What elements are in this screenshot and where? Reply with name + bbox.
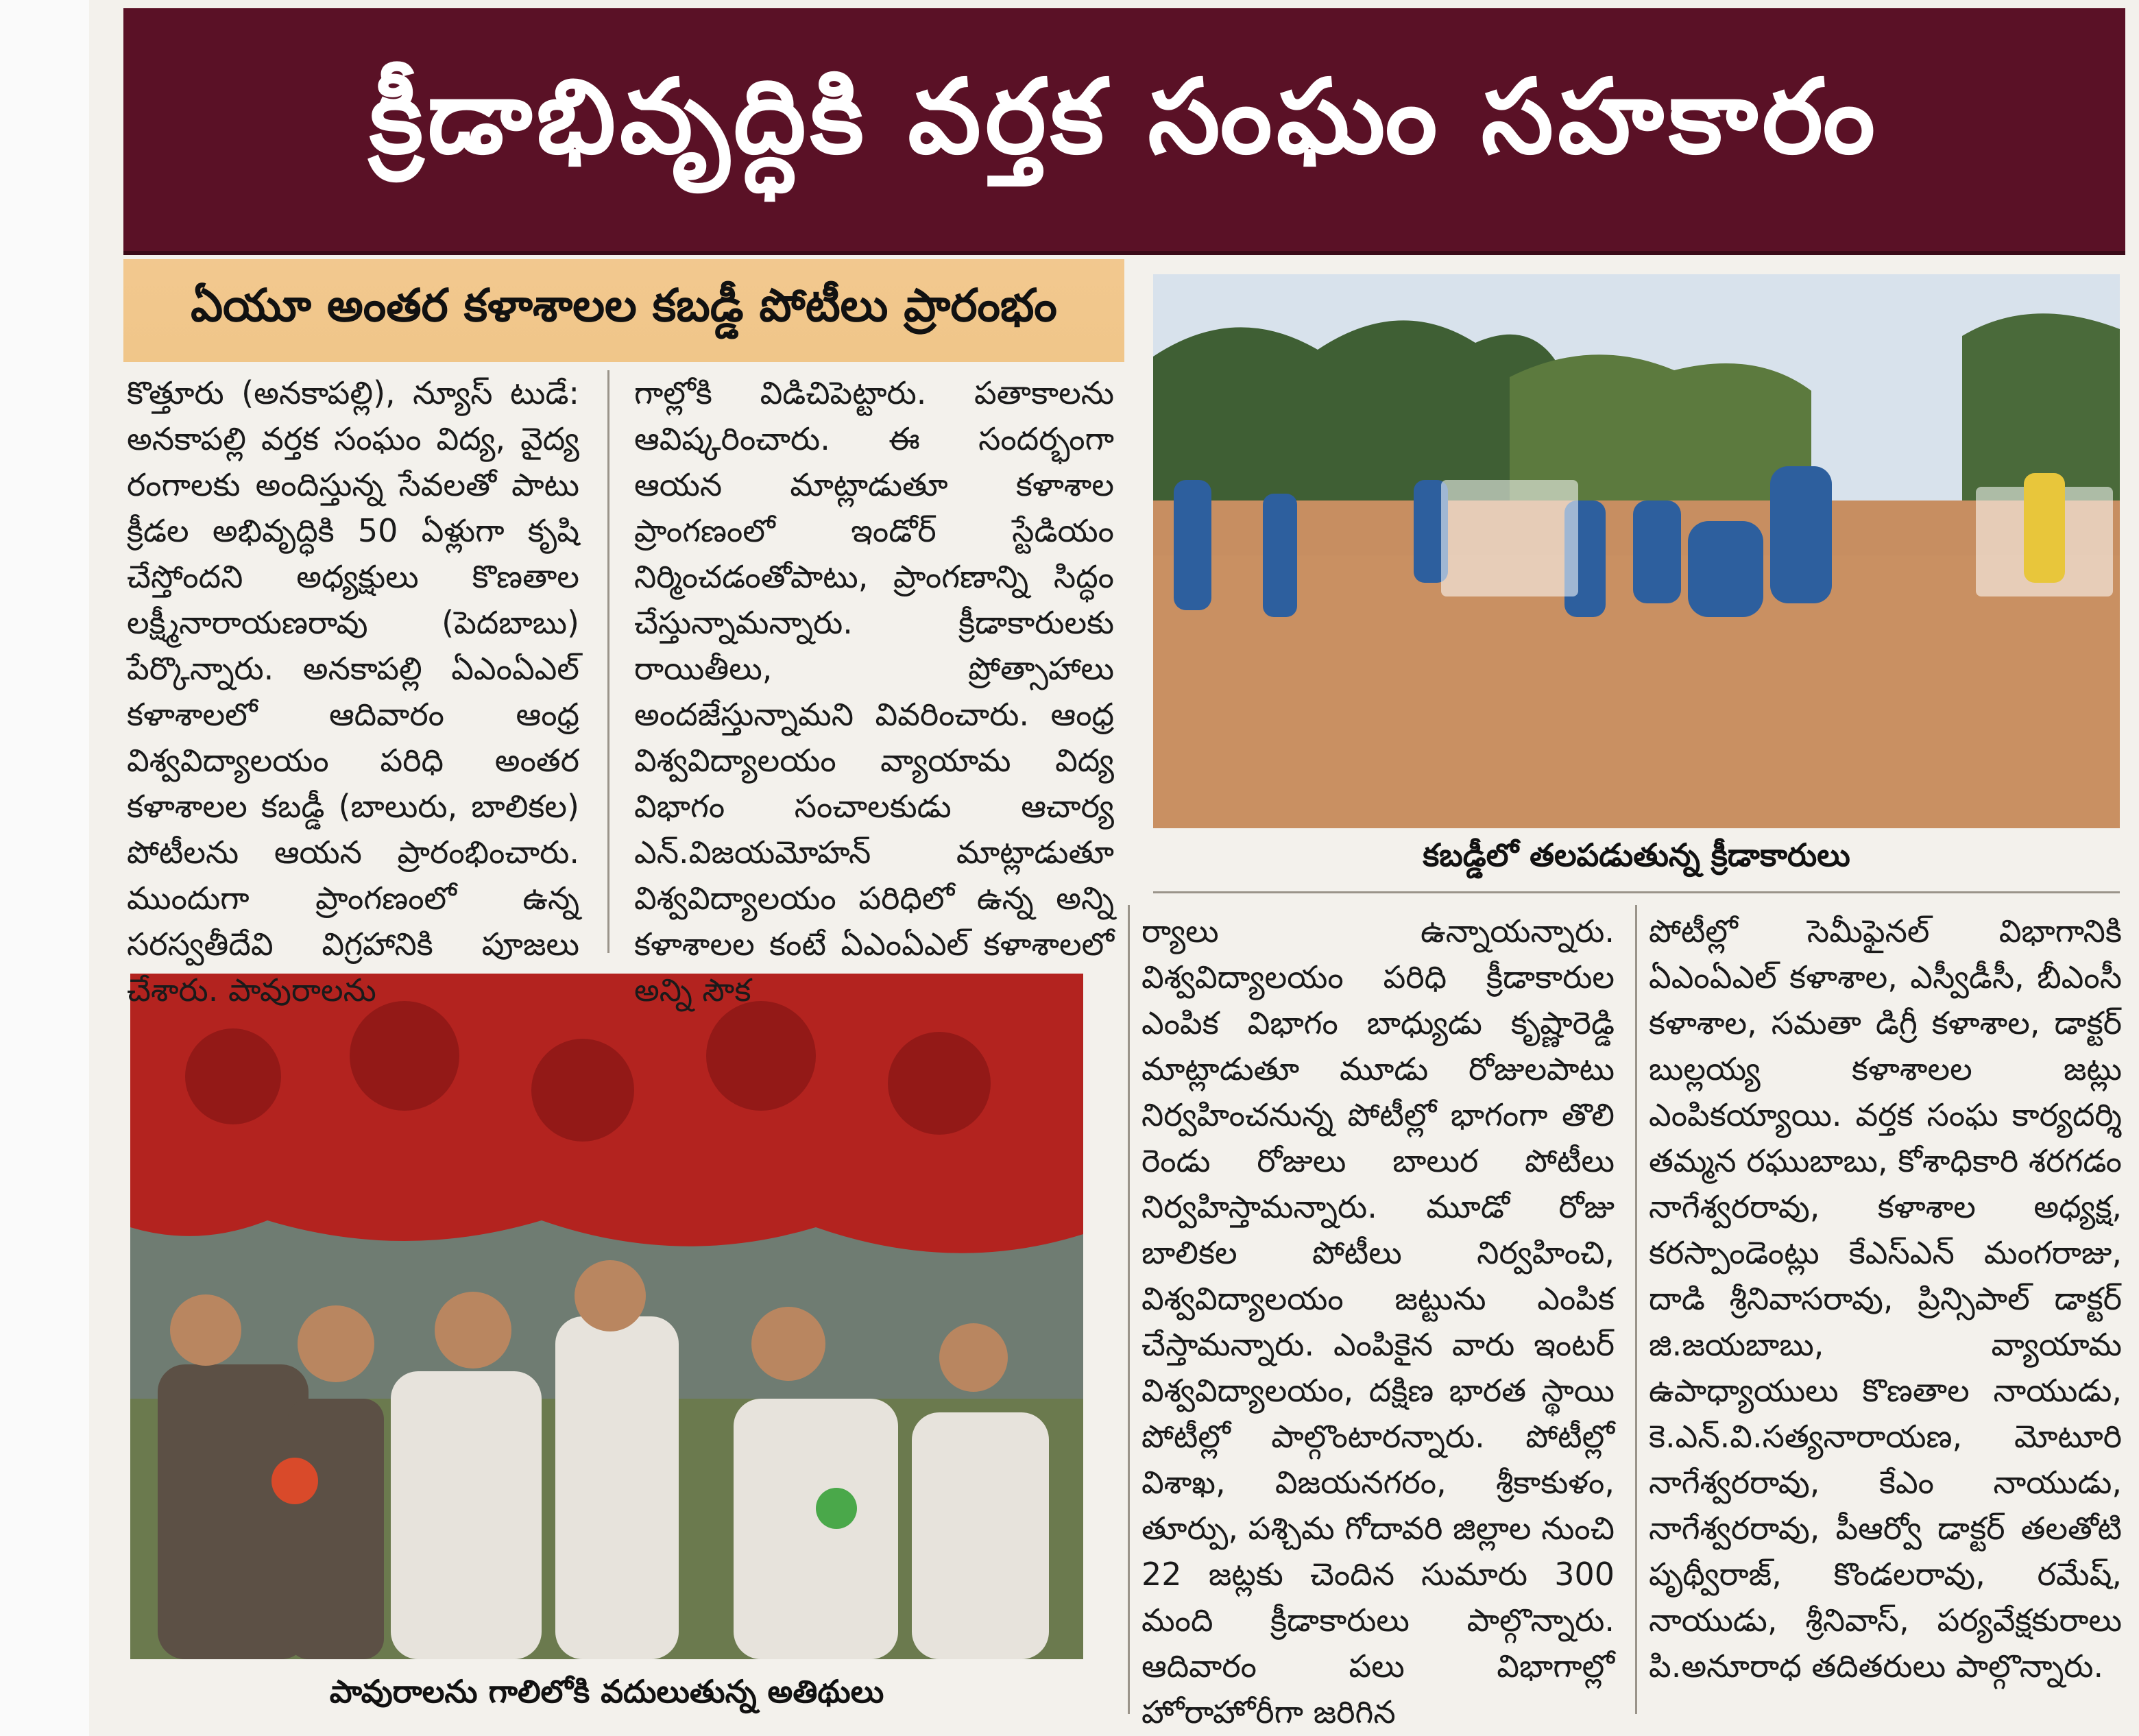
article-column-3 — [1141, 908, 1615, 1735]
scan-margin — [0, 0, 89, 1736]
column-divider — [607, 370, 609, 953]
headline: క్రీడాభివృద్ధికి వర్తక సంఘం సహకారం — [123, 8, 2125, 255]
column-divider — [1635, 905, 1637, 1714]
kabaddi-photo-caption: కబడ్డీలో తలపడుతున్న క్రీడాకారులు — [1423, 836, 1850, 873]
article-paragraph: పోటీల్లో సెమీఫైనల్ విభాగానికి ఏఎంఏఎల్ కళాశాల, ఎస్వీడీసీ, బీఎంసీ కళాశాల, సమతా డిగ్రీ కళాశాల, డాక్టర్ బుల్లయ్య కళాశాలల జట్లు ఎంపికయ్యాయి. వర్తక సంఘ కార్యదర్శి తమ్మన రఘుబాబు, కోశాధికారి శరగడం నాగేశ్వరరావు, కళాశాల అధ్యక్ష, కరస్పాండెంట్లు కేఎస్ఎన్ మంగరాజు, దాడి శ్రీనివాసరావు, ప్రిన్సిపాల్ డాక్టర్ జి.జయబాబు, వ్యాయామ ఉపాధ్యాయులు కొణతాల నాయుడు, కె.ఎన్.వి.సత్యనారాయణ, మోటూరి నాగేశ్వరరావు, కేఎం నాయుడు, నాగేశ్వరరావు, పీఆర్వో డాక్టర్ తలతోటి పృథ్వీరాజ్, కొండలరావు, రమేష్, నాయుడు, శ్రీనివాస్, పర్యవేక్షకురాలు పి.అనూరాధ తదితరులు పాల్గొన్నారు. — [1649, 913, 2122, 1685]
article-column-2 — [634, 370, 1114, 1013]
kabaddi-photo — [1153, 274, 2120, 828]
subheadline: ఏయూ అంతర కళాశాలల కబడ్డీ పోటీలు ప్రారంభం — [123, 259, 1124, 362]
article-paragraph: ర్యాలు ఉన్నాయన్నారు. విశ్వవిద్యాలయం పరిధి క్రీడాకారుల ఎంపిక విభాగం బాధ్యుడు కృష్ణారెడ్డి మాట్లాడుతూ మూడు రోజులపాటు నిర్వహించనున్న పోటీల్లో భాగంగా తొలి రెండు రోజులు బాలుర పోటీలు నిర్వహిస్తామన్నారు. మూడో రోజు బాలికల పోటీలు నిర్వహించి, విశ్వవిద్యాలయం జట్టును ఎంపిక చేస్తామన్నారు. ఎంపికైన వారు ఇంటర్ విశ్వవిద్యాలయం, దక్షిణ భారత స్థాయి పోటీల్లో పాల్గొంటారన్నారు. పోటీల్లో విశాఖ, విజయనగరం, శ్రీకాకుళం, తూర్పు, పశ్చిమ గోదావరి జిల్లాల నుంచి 22 జట్లకు చెందిన సుమారు 300 మంది క్రీడాకారులు పాల్గొన్నారు. ఆదివారం పలు విభాగాల్లో హోరాహోరీగా జరిగిన — [1141, 913, 1615, 1731]
caption-divider — [1153, 891, 2120, 893]
article-paragraph: గాల్లోకి విడిచిపెట్టారు. పతాకాలను ఆవిష్కరించారు. ఈ సందర్భంగా ఆయన మాట్లాడుతూ కళాశాల ప్రాంగణంలో ఇండోర్ స్టేడియం నిర్మించడంతోపాటు, ప్రాంగణాన్ని సిద్ధం చేస్తున్నామన్నారు. క్రీడాకారులకు రాయితీలు, ప్రోత్సాహాలు అందజేస్తున్నామని వివరించారు. ఆంధ్ర విశ్వవిద్యాలయం వ్యాయామ విద్య విభాగం సంచాలకుడు ఆచార్య ఎన్.విజయమోహన్ మాట్లాడుతూ విశ్వవిద్యాలయం పరిధిలో ఉన్న అన్ని కళాశాలల కంటే ఏఎంఏఎల్ కళాశాలలో అన్ని సౌక — [634, 374, 1114, 1009]
pigeon-release-photo — [130, 974, 1083, 1659]
article-paragraph: కొత్తూరు (అనకాపల్లి), న్యూస్ టుడే: అనకాపల్లి వర్తక సంఘం విద్య, వైద్య రంగాలకు అందిస్తున్న సేవలతో పాటు క్రీడల అభివృద్ధికి 50 ఏళ్లుగా కృషి చేస్తోందని అధ్యక్షులు కొణతాల లక్ష్మీనారాయణరావు (పెదబాబు) పేర్కొన్నారు. అనకాపల్లి ఏఎంఏఎల్ కళాశాలలో ఆదివారం ఆంధ్ర విశ్వవిద్యాలయం పరిధి అంతర కళాశాలల కబడ్డీ (బాలురు, బాలికల) పోటీలను ఆయన ప్రారంభించారు. ముందుగా ప్రాంగణంలో ఉన్న సరస్వతీదేవి విగ్రహానికి పూజలు చేశారు. పావురాలను — [127, 374, 579, 1009]
article-column-1 — [127, 370, 579, 1013]
column-divider — [1128, 905, 1130, 1714]
article-column-4 — [1649, 908, 2122, 1689]
pigeon-photo-caption: పావురాలను గాలిలోకి వదులుతున్న అతిథులు — [329, 1673, 884, 1710]
